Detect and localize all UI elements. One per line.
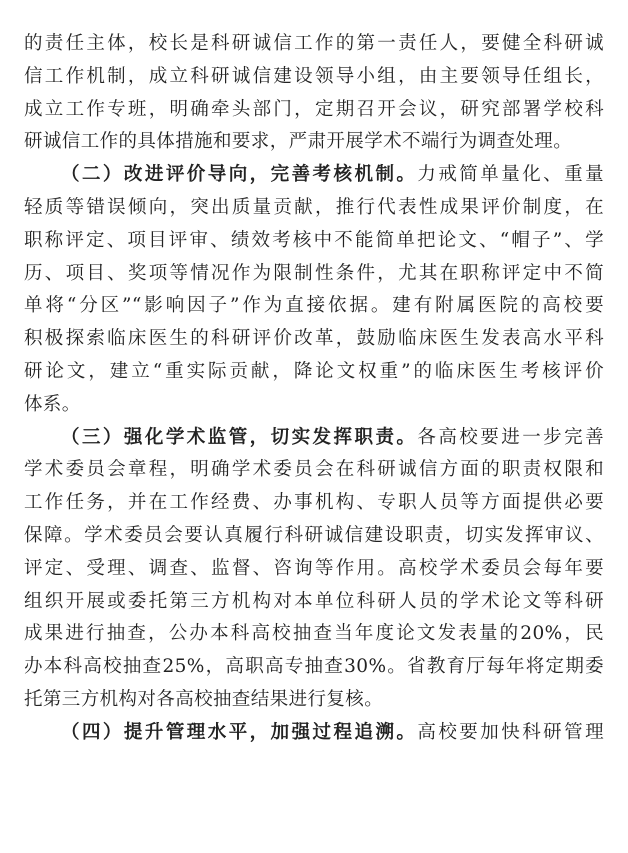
- section-heading: （二）改进评价导向，完善考核机制。: [61, 164, 418, 186]
- text-line: 保障。学术委员会要认真履行科研诚信建设职责，切实发挥审议、: [24, 524, 604, 546]
- text-line: 轻质等错误倾向，突出质量贡献，推行代表性成果评价制度，在: [24, 196, 604, 218]
- text-line: 办本科高校抽查25%，高职高专抽查30%。省教育厅每年将定期委: [24, 656, 604, 678]
- text-line: 工作任务，并在工作经费、办事机构、专职人员等方面提供必要: [24, 492, 604, 514]
- text-line: [24, 422, 604, 455]
- text-run: 高校要加快科研管理: [417, 721, 604, 743]
- text-line: 研论文，建立“重实际贡献，降论文权重”的临床医生考核评价: [24, 360, 604, 382]
- text-line: 组织开展或委托第三方机构对本单位科研人员的学术论文等科研: [24, 590, 604, 612]
- text-line: 成果进行抽查，公办本科高校抽查当年度论文发表量的20%，民: [24, 623, 604, 645]
- section-heading: （四）提升管理水平，加强过程追溯。: [61, 721, 418, 743]
- text-run: 各高校要进一步完善: [417, 426, 604, 448]
- text-line: [24, 717, 604, 750]
- text-line: 成立工作专班，明确牵头部门，定期召开会议，研究部署学校科: [24, 98, 604, 120]
- text-line: 积极探索临床医生的科研评价改革，鼓励临床医生发表高水平科: [24, 328, 604, 350]
- text-run: 力戒简单量化、重量: [417, 164, 604, 186]
- section-heading: （三）强化学术监管，切实发挥职责。: [61, 426, 418, 448]
- text-line: 研诚信工作的具体措施和要求，严肃开展学术不端行为调查处理。: [24, 131, 573, 153]
- text-line: 学术委员会章程，明确学术委员会在科研诚信方面的职责权限和: [24, 459, 604, 481]
- paragraph-1: [24, 28, 604, 159]
- paragraph-4: [24, 717, 604, 750]
- text-line: 信工作机制，成立科研诚信建设领导小组，由主要领导任组长，: [24, 65, 604, 87]
- paragraph-2: [24, 159, 604, 421]
- text-line: 历、项目、奖项等情况作为限制性条件，尤其在职称评定中不简: [24, 262, 604, 284]
- text-line: 托第三方机构对各高校抽查结果进行复核。: [24, 688, 384, 710]
- text-line: [24, 159, 604, 192]
- text-line: 评定、受理、调查、监督、咨询等作用。高校学术委员会每年要: [24, 557, 604, 579]
- text-line: 体系。: [24, 393, 81, 415]
- document-page: [24, 28, 604, 838]
- text-line: 的责任主体，校长是科研诚信工作的第一责任人，要健全科研诚: [24, 33, 604, 54]
- text-line: 单将“分区”“影响因子”作为直接依据。建有附属医院的高校要: [24, 295, 604, 317]
- paragraph-3: [24, 422, 604, 717]
- text-line: 职称评定、项目评审、绩效考核中不能简单把论文、“帽子”、学: [24, 229, 604, 251]
